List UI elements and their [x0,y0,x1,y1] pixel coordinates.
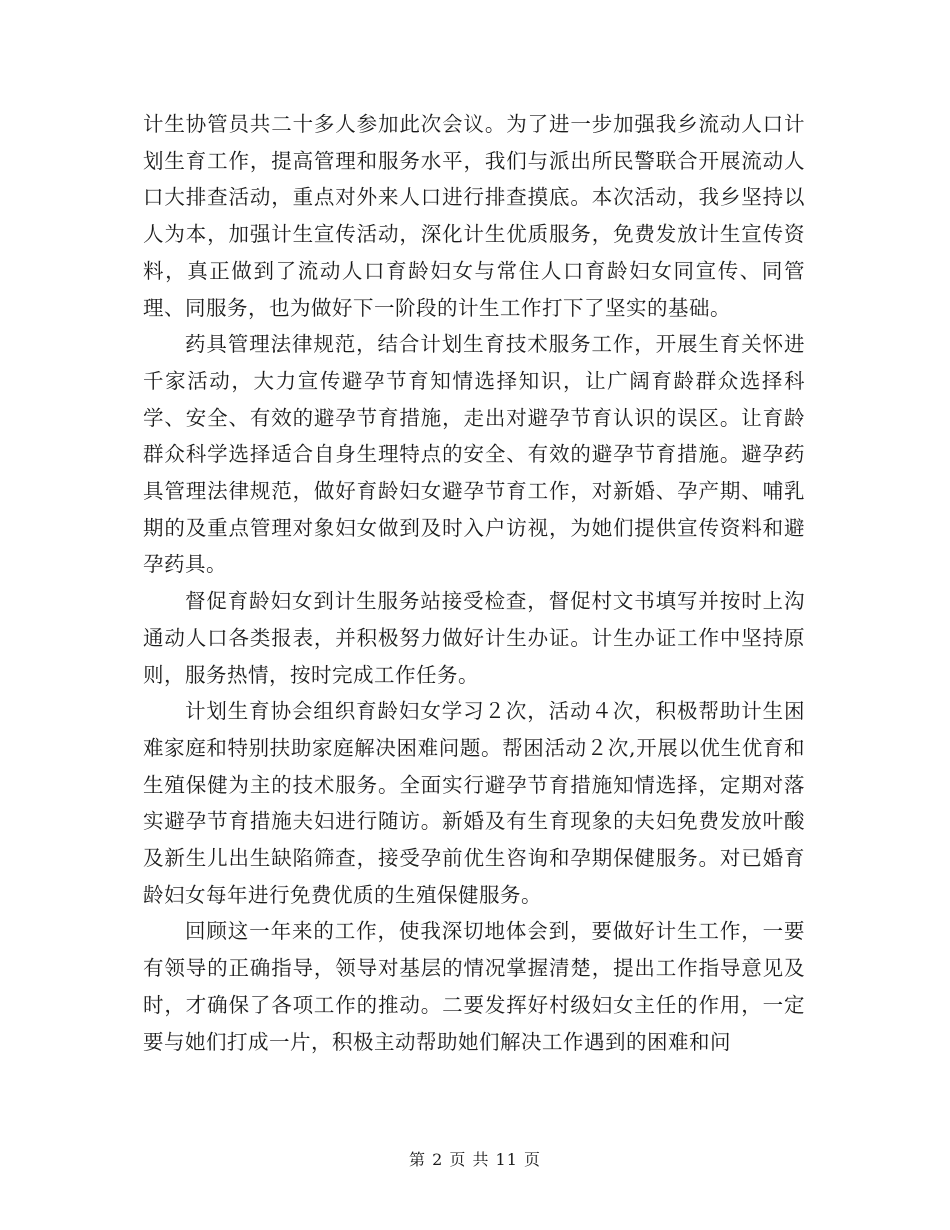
footer-page-number: 2 [432,1150,444,1169]
footer-middle: 页 共 [449,1150,490,1169]
paragraph-2: 药具管理法律规范，结合计划生育技术服务工作，开展生育关怀进千家活动，大力宣传避孕节育知情选择知识，让广阔育龄群众选择科学、安全、有效的避孕节育措施，走出对避孕节育认识的误区。让育龄群众科学选择适合自身生理特点的安全、有效的避孕节育措施。避孕药具管理法律规范，做好育龄妇女避孕节育工作，对新婚、孕产期、哺乳期的及重点管理对象妇女做到及时入户访视，为她们提供宣传资料和避孕药具。 [143,332,805,577]
paragraph-4: 计划生育协会组织育龄妇女学习２次，活动４次，积极帮助计生困难家庭和特别扶助家庭解决困难问题。帮困活动２次,开展以优生优育和生殖保健为主的技术服务。全面实行避孕节育措施知情选择，定期对落实避孕节育措施夫妇进行随访。新婚及有生育现象的夫妇免费发放叶酸及新生儿出生缺陷筛查，接受孕前优生咨询和孕期保健服务。对已婚育龄妇女每年进行免费优质的生殖保健服务。 [143,699,805,907]
paragraph-1: 计生协管员共二十多人参加此次会议。为了进一步加强我乡流动人口计划生育工作，提高管理和服务水平，我们与派出所民警联合开展流动人口大排查活动，重点对外来人口进行排查摸底。本次活动，我乡坚持以人为本，加强计生宣传活动，深化计生优质服务，免费发放计生宣传资料，真正做到了流动人口育龄妇女与常住人口育龄妇女同宣传、同管理、同服务，也为做好下一阶段的计生工作打下了坚实的基础。 [143,112,805,320]
footer-suffix: 页 [524,1150,542,1169]
paragraph-3: 督促育龄妇女到计生服务站接受检查，督促村文书填写并按时上沟通动人口各类报表，并积极努力做好计生办证。计生办证工作中坚持原则，服务热情，按时完成工作任务。 [143,589,805,687]
footer-prefix: 第 [408,1150,426,1169]
page-footer [0,1147,950,1170]
paragraph-5: 回顾这一年来的工作，使我深切地体会到，要做好计生工作，一要有领导的正确指导，领导对基层的情况掌握清楚，提出工作指导意见及时，才确保了各项工作的推动。二要发挥好村级妇女主任的作用，一定要与她们打成一片，积极主动帮助她们解决工作遇到的困难和问 [143,919,805,1054]
document-body [143,106,805,1060]
footer-total-pages: 11 [495,1150,518,1169]
